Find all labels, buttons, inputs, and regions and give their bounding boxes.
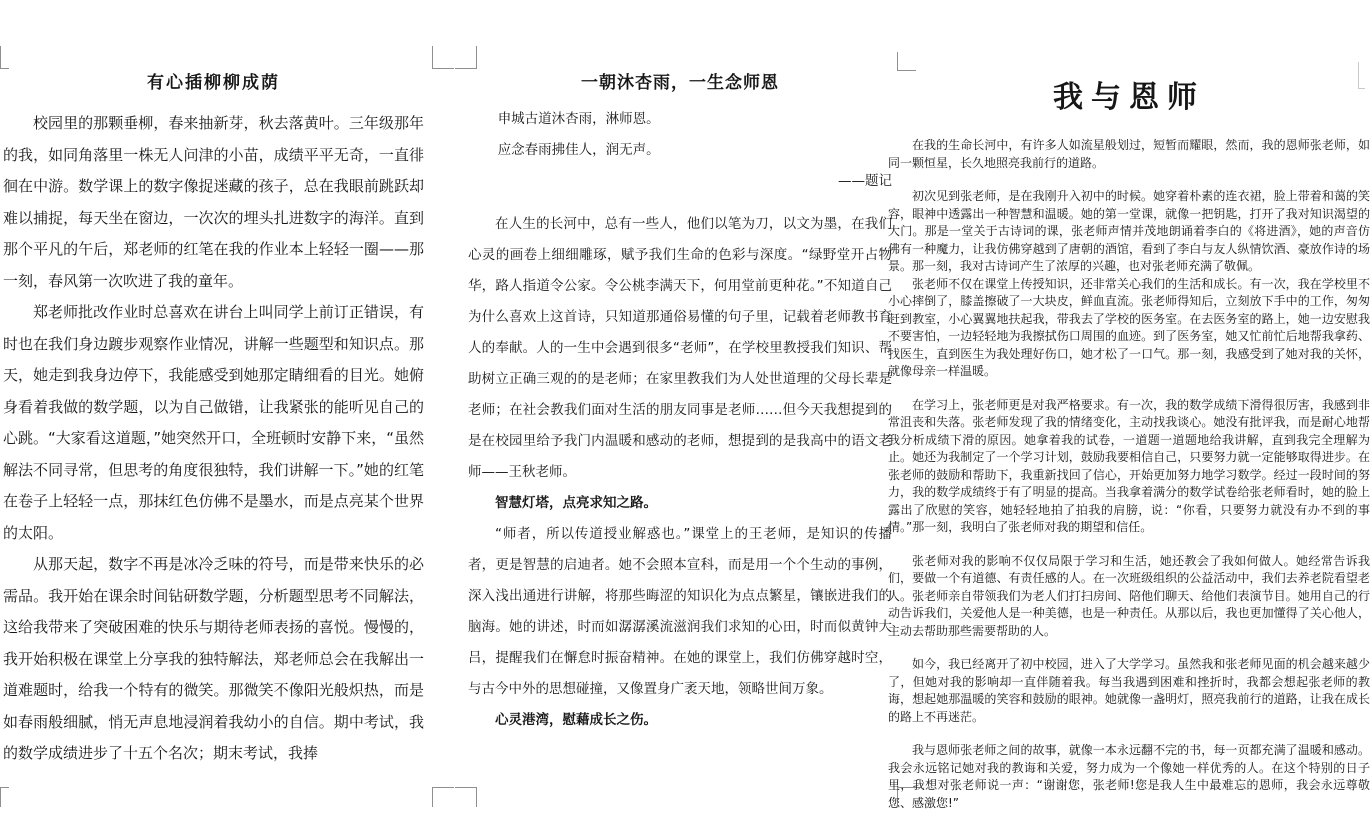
text-boundary-mark-page1-bottom-right <box>432 787 454 807</box>
essay2-paragraph-2[interactable]: “师者，所以传道授业解惑也。”课堂上的王老师，是知识的传播者，更是智慧的启迪者。她不会照本宣科，而是用一个个生动的事例，深入浅出通进行讲解，将那些晦涩的知识化为点点繁星，镶嵌进我们的脑海。她的讲述，时而如潺潺溪流滋润我们求知的心田，时而似黄钟大吕，提醒我们在懈怠时振奋精神。在她的课堂上，我们仿佛穿越时空，与古今中外的思想碰撞，又像置身广袤天地，领略世间万象。 <box>468 526 892 697</box>
essay2-epigraph-attribution[interactable]: ——题记 <box>838 173 892 189</box>
essay2-subheading-1[interactable]: 智慧灯塔，点亮求知之路。 <box>495 495 657 511</box>
text-boundary-mark-page2-bottom-left <box>455 787 477 807</box>
essay3-paragraph-6[interactable]: 如今，我已经离开了初中校园，进入了大学学习。虽然我和张老师见面的机会越来越少了，但她对我的影响却一直伴随着我。每当我遇到困难和挫折时，我都会想起张老师的教诲，想起她那温暖的笑容和鼓励的眼神。她就像一盏明灯，照亮我前行的道路，让我在成长的路上不再迷茫。 <box>888 657 1370 724</box>
essay1-paragraph-3[interactable]: 从那天起，数字不再是冰冷乏味的符号，而是带来快乐的必需品。我开始在课余时间钻研数学题，分析题型思考不同解法，这给我带来了突破困难的快乐与期待老师表扬的喜悦。慢慢的，我开始积极在课堂上分享我的独特解法，郑老师总会在我解出一道难题时，给我一个特有的微笑。那微笑不像阳光般炽热，而是如春雨般细腻，悄无声息地浸润着我幼小的自信。期中考试，我的数学成绩进步了十五个名次；期末考试，我捧 <box>3 555 424 762</box>
essay2-title: 一朝沐杏雨，一生念师恩 <box>581 73 779 93</box>
text-boundary-mark-page2-top-left <box>455 46 477 69</box>
essay1-paragraph-1[interactable]: 校园里的那颗垂柳，春来抽新芽，秋去落黄叶。三年级那年的我，如同角落里一株无人问津的小苗，成绩平平无奇，一直徘徊在中游。数学课上的数字像捉迷藏的孩子，总在我眼前跳跃却难以捕捉，每天坐在窗边，一次次的埋头扎进数字的海洋。直到那个平凡的午后，郑老师的红笔在我的作业本上轻轻一圈——那一刻，春风第一次吹进了我的童年。 <box>3 114 424 290</box>
text-boundary-mark-page1-top-left <box>0 46 9 69</box>
essay3-paragraph-3[interactable]: 张老师不仅在课堂上传授知识，还非常关心我们的生活和成长。有一次，我在学校里不小心摔倒了，膝盖擦破了一大块皮，鲜血直流。张老师得知后，立刻放下手中的工作，匆匆赶到教室，小心翼翼地扶起我，带我去了学校的医务室。在去医务室的路上，她一边安慰我不要害怕，一边轻轻地为我擦拭伤口周围的血迹。到了医务室，她又忙前忙后地帮我拿药、找医生，直到医生为我处理好伤口，她才松了一口气。那一刻，我感受到了她对我的关怀，就像母亲一样温暖。 <box>888 276 1370 378</box>
page-essay-3-viewport <box>888 0 1370 838</box>
essay3-paragraph-4[interactable]: 在学习上，张老师更是对我严格要求。有一次，我的数学成绩下滑得很厉害，我感到非常沮丧和失落。张老师发现了我的情绪变化，主动找我谈心。她没有批评我，而是耐心地帮我分析成绩下滑的原因。她拿着我的试卷，一道题一道题地给我讲解，直到我完全理解为止。她还为我制定了一个学习计划，鼓励我要相信自己，只要努力就一定能够取得进步。在张老师的鼓励和帮助下，我重新找回了信心，开始更加努力地学习数学。经过一段时间的努力，我的数学成绩终于有了明显的提高。当我拿着满分的数学试卷给张老师看时，她的脸上露出了欣慰的笑容，她轻轻地拍了拍我的肩膀，说：“你看，只要努力就没有办不到的事情。”那一刻，我明白了张老师对我的期望和信任。 <box>888 397 1370 534</box>
page-essay-3[interactable] <box>888 80 1370 812</box>
essay2-epigraph-line-1[interactable]: 申城古道沐杏雨，淋师恩。 <box>497 111 660 127</box>
text-boundary-mark-page1-top-right <box>432 46 454 69</box>
essay3-paragraph-2[interactable]: 初次见到张老师，是在我刚升入初中的时候。她穿着朴素的连衣裙，脸上带着和蔼的笑容，眼神中透露出一种智慧和温暖。她的第一堂课，就像一把钥匙，打开了我对知识渴望的大门。那是一堂关于古诗词的课，张老师声情并茂地朗诵着李白的《将进酒》，她的声音仿佛有一种魔力，让我仿佛穿越到了唐朝的酒馆，看到了李白与友人纵情饮酒、豪放作诗的场景。那一刻，我对古诗词产生了浓厚的兴趣，也对张老师充满了敬佩。 <box>888 189 1370 273</box>
essay1-title: 有心插柳柳成荫 <box>147 73 280 93</box>
essay3-paragraph-7[interactable]: 我与恩师张老师之间的故事，就像一本永远翻不完的书，每一页都充满了温暖和感动。我会永远铭记她对我的教诲和关爱，努力成为一个像她一样优秀的人。在这个特别的日子里，我想对张老师说一声：“谢谢您，张老师!您是我人生中最难忘的恩师，我会永远尊敬您、感激您!” <box>888 743 1370 810</box>
text-boundary-mark-page1-bottom-left <box>0 787 9 807</box>
page-essay-1[interactable] <box>3 72 424 770</box>
essay1-paragraph-2[interactable]: 郑老师批改作业时总喜欢在讲台上叫同学上前订正错误，有时也在我们身边踱步观察作业情况，讲解一些题型和知识点。那天，她走到我身边停下，我能感受到她那定睛细看的目光。她俯身看着我做的数学题，以为自己做错，让我紧张的能听见自己的心跳。“大家看这道题，”她突然开口，全班顿时安静下来，“虽然解法不同寻常，但思考的角度很独特，我们讲解一下。”她的红笔在卷子上轻轻一点，那抹红色仿佛不是墨水，而是点亮某个世界的太阳。 <box>3 303 424 542</box>
essay2-epigraph-line-2[interactable]: 应念春雨拂佳人，润无声。 <box>497 142 660 158</box>
essay2-paragraph-1[interactable]: 在人生的长河中，总有一些人，他们以笔为刀，以文为墨，在我们心灵的画卷上细细雕琢，赋予我们生命的色彩与深度。“绿野堂开占物华，路人指道令公家。令公桃李满天下，何用堂前更种花。”不知道自己为什么喜欢上这首诗，只知道那通俗易懂的句子里，记载着老师教书育人的奉献。人的一生中会遇到很多“老师”，在学校里教授我们知识、帮助树立正确三观的的是老师；在家里教我们为人处世道理的父母长辈是老师；在社会教我们面对生活的朋友同事是老师……但今天我想提到的是在校园里给予我门内温暖和感动的老师，想提到的是我高中的语文老师——王秋老师。 <box>468 216 892 480</box>
essay3-paragraph-1[interactable]: 在我的生命长河中，有许多人如流星般划过，短暂而耀眼，然而，我的恩师张老师，如同一颗恒星，长久地照亮我前行的道路。 <box>888 138 1370 170</box>
essay3-paragraph-5[interactable]: 张老师对我的影响不仅仅局限于学习和生活，她还教会了我如何做人。她经常告诉我们，要做一个有道德、有责任感的人。在一次班级组织的公益活动中，我们去养老院看望老人。张老师亲自带领我们为老人们打扫房间、陪他们聊天、给他们表演节目。她用自己的行动告诉我们，关爱他人是一种美德，也是一种责任。从那以后，我也更加懂得了关心他人，主动去帮助那些需要帮助的人。 <box>888 553 1370 638</box>
page-essay-2[interactable] <box>468 72 892 736</box>
essay2-subheading-2[interactable]: 心灵港湾，慰藉成长之伤。 <box>495 712 657 728</box>
essay3-title: 我与恩师 <box>1053 80 1205 115</box>
